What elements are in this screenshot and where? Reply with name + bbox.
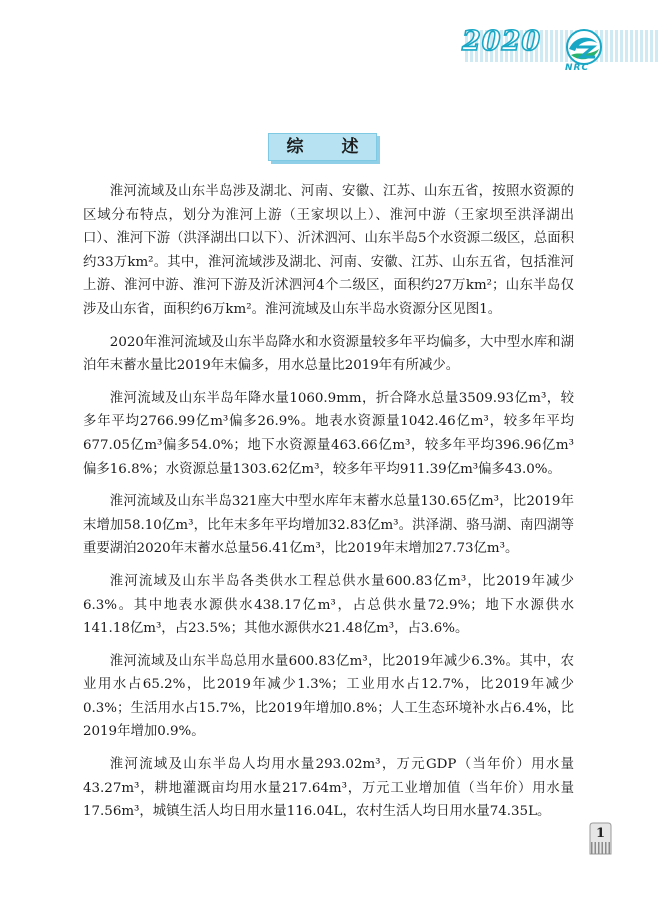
paragraph-use: 淮河流域及山东半岛总用水量600.83亿m³，比2019年减少6.3%。其中，农业用水占65.2%，比2019年减少1.3%；工业用水占12.7%，比2019年减少0.3%；生活用水占15.7%，比2019年增加0.8%；人工生态环境补水占6.4%，比2019年增加0.9%。 <box>83 653 574 740</box>
main-content <box>83 180 574 833</box>
page-title: 综 述 <box>268 133 377 161</box>
paragraph-indicators: 淮河流域及山东半岛人均用水量293.02m³，万元GDP（当年价）用水量43.27m³，耕地灌溉亩均用水量217.64m³，万元工业增加值（当年价）用水量17.56m³，城镇生活人均日用水量116.04L，农村生活人均日用水量74.35L。 <box>83 757 574 820</box>
logo-text: NRC <box>565 63 590 73</box>
paragraph-supply: 淮河流域及山东半岛各类供水工程总供水量600.83亿m³，比2019年减少6.3%。其中地表水源供水438.17亿m³，占总供水量72.9%；地下水源供水141.18亿m³，占23.5%；其他水源供水21.48亿m³，占3.6%。 <box>83 573 574 637</box>
paragraph-overview: 淮河流域及山东半岛涉及湖北、河南、安徽、江苏、山东五省，按照水资源的区域分布特点，划分为淮河上游（王家坝以上）、淮河中游（王家坝至洪泽湖出口）、淮河下游（洪泽湖出口以下）、沂沭泗河、山东半岛5个水资源二级区，总面积约33万km²。其中，淮河流域涉及湖北、河南、安徽、江苏、山东五省，包括淮河上游、淮河中游、淮河下游及沂沭泗河4个二级区，面积约27万km²；山东半岛仅涉及山东省，面积约6万km²。淮河流域及山东半岛水资源分区见图1。 <box>83 184 574 317</box>
page-badge-stripes <box>591 842 610 854</box>
paragraph-storage: 淮河流域及山东半岛321座大中型水库年末蓄水总量130.65亿m³，比2019年末增加58.10亿m³，比年末多年平均增加32.83亿m³。洪泽湖、骆马湖、南四湖等重要湖泊2020年末蓄水总量56.41亿m³，比2019年末增加27.73亿m³。 <box>83 494 574 557</box>
paragraph-precipitation: 淮河流域及山东半岛年降水量1060.9mm，折合降水总量3509.93亿m³，较多年平均2766.99亿m³偏多26.9%。地表水资源量1042.46亿m³，较多年平均677.05亿m³偏多54.0%；地下水资源量463.66亿m³，较多年平均396.96亿m³偏多16.8%；水资源总量1303.62亿m³，较多年平均911.39亿m³偏多43.0%。 <box>83 390 574 477</box>
paragraph-summary: 2020年淮河流域及山东半岛降水和水资源量较多年平均偏多，大中型水库和湖泊年末蓄水量比2019年末偏多，用水总量比2019年有所减少。 <box>83 334 574 374</box>
page-number: 1 <box>595 826 606 841</box>
header-year: 2020 <box>462 26 542 57</box>
